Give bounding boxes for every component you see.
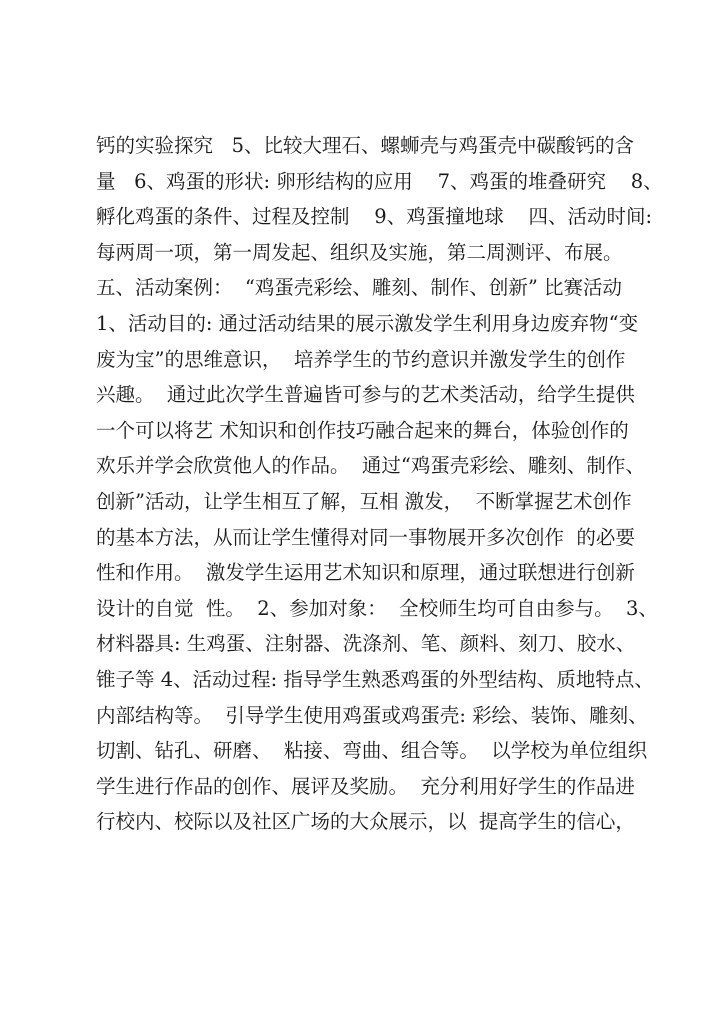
text-line: 孵化鸡蛋的条件、过程及控制 9、鸡蛋撞地球 四、活动时间: <box>96 205 653 229</box>
text-line: 欢乐并学会欣赏他人的作品。 通过“鸡蛋壳彩绘、雕刻、制作、 <box>96 454 645 478</box>
text-line: 设计的自觉 性。 2、参加对象： 全校师生均可自由参与。 3、 <box>96 596 658 620</box>
text-line: 性和作用。 激发学生运用艺术知识和原理，通过联想进行创新 <box>96 561 635 585</box>
text-line: 废为宝”的思维意识， 培养学生的节约意识并激发学生的创作 <box>96 347 626 371</box>
text-line: 内部结构等。 引导学生使用鸡蛋或鸡蛋壳: 彩绘、装饰、雕刻、 <box>96 703 648 727</box>
text-line: 钙的实验探究 5、比较大理石、螺蛳壳与鸡蛋壳中碳酸钙的含 <box>96 134 635 157</box>
text-line: 五、活动案例： “鸡蛋壳彩绘、雕刻、制作、创新” 比赛活动 <box>96 276 623 300</box>
text-line: 一个可以将艺 术知识和创作技巧融合起来的舞台，体验创作的 <box>96 418 629 442</box>
text-line: 锥子等 4、活动过程: 指导学生熟悉鸡蛋的外型结构、质地特点、 <box>96 667 654 691</box>
text-line: 创新”活动，让学生相互了解，互相 激发， 不断掌握艺术创作 <box>96 489 632 513</box>
text-line: 的基本方法，从而让学生懂得对同一事物展开多次创作 的必要 <box>96 525 635 549</box>
text-line: 兴趣。 通过此次学生普遍皆可参与的艺术类活动，给学生提供 <box>96 383 635 407</box>
text-line: 每两周一项，第一周发起、组织及实施，第二周测评、布展。 <box>96 240 623 264</box>
text-line: 学生进行作品的创作、展评及奖励。 充分利用好学生的作品进 <box>96 774 635 798</box>
text-line: 1、活动目的: 通过活动结果的展示激发学生利用身边废弃物“变 <box>96 311 639 335</box>
body-text <box>96 128 663 840</box>
text-line: 材料器具: 生鸡蛋、注射器、洗涤剂、笔、颜料、刻刀、胶水、 <box>96 632 636 656</box>
text-line: 行校内、校际以及社区广场的大众展示，以 提高学生的信心， <box>96 810 635 834</box>
text-line: 量 6、鸡蛋的形状: 卵形结构的应用 7、鸡蛋的堆叠研究 8、 <box>96 169 663 193</box>
text-line: 切割、钻孔、研磨、 粘接、弯曲、组合等。 以学校为单位组织 <box>96 739 648 763</box>
